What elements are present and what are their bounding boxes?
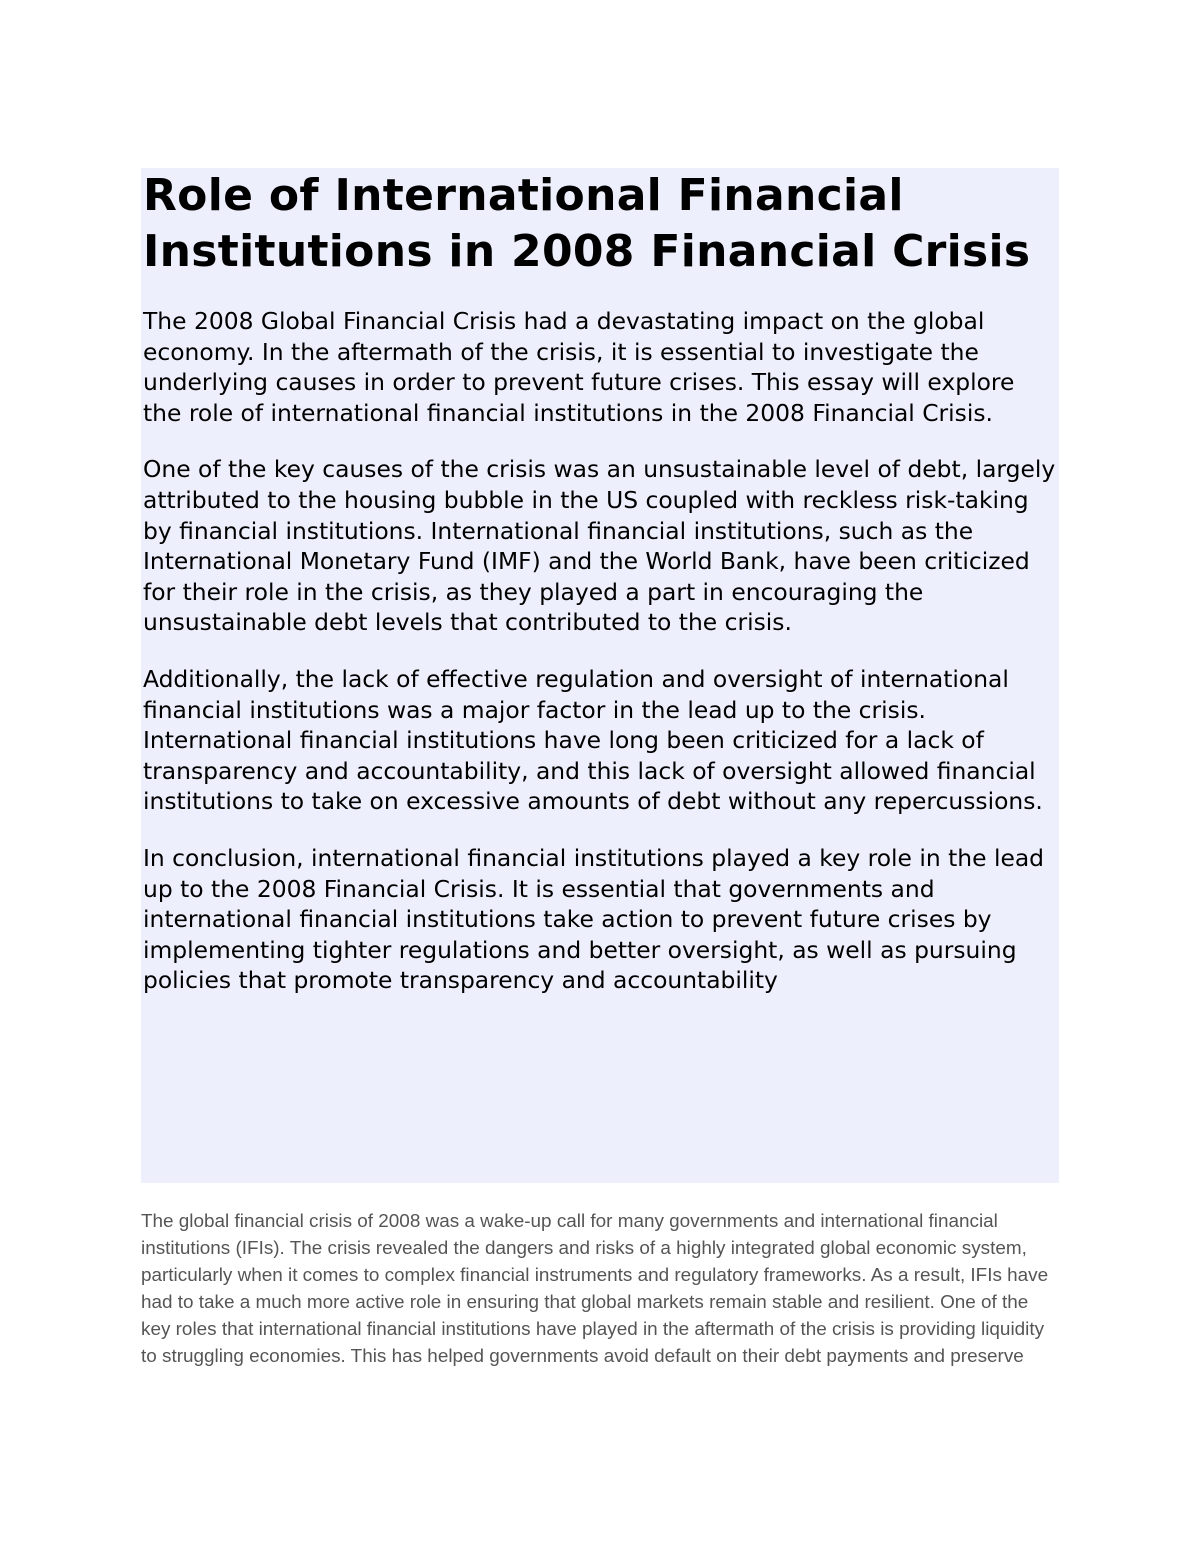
paragraph-regulation: Additionally, the lack of effective regulation and oversight of international financial institutions was a major factor in the lead up to the crisis. International financial institutions have long been criticized for a lack of transparency and accountability, and this lack of oversight allowed financial institutions to take on excessive amounts of debt without any repercussions. bbox=[143, 664, 1043, 816]
paragraph-tail: The global financial crisis of 2008 was a wake-up call for many governments and international financial institutions (IFIs). The crisis revealed the dangers and risks of a highly integrated global economic system, particularly when it comes to complex financial instruments and regulatory frameworks. As a result, IFIs have had to take a much more active role in ensuring that global markets remain stable and resilient. One of the key roles that international financial institutions have played in the aftermath of the crisis is providing liquidity to struggling economies. This has helped governments avoid default on their debt payments and preserve bbox=[141, 1211, 1049, 1367]
paragraph-causes: One of the key causes of the crisis was an unsustainable level of debt, largely attributed to the housing bubble in the US coupled with reckless risk-taking by financial institutions. International financial institutions, such as the International Monetary Fund (IMF) and the World Bank, have been criticized for their role in the crisis, as they played a part in encouraging the unsustainable debt levels that contributed to the crisis. bbox=[143, 455, 1056, 637]
paragraph-intro: The 2008 Global Financial Crisis had a devastating impact on the global economy. In the aftermath of the crisis, it is essential to investigate the underlying causes in order to prevent future crises. This essay will explore the role of international financial institutions in the 2008 Financial Crisis. bbox=[143, 307, 1015, 427]
secondary-text-block bbox=[141, 1208, 1056, 1370]
paragraph-conclusion: In conclusion, international financial institutions played a key role in the lead up to the 2008 Financial Crisis. It is essential that governments and international financial institutions take action to prevent future crises by implementing tighter regulations and better oversight, as well as pursuing policies that promote transparency and accountability bbox=[143, 843, 1045, 995]
highlighted-essay-block bbox=[141, 168, 1059, 1183]
document-title: Role of International Financial Institutions in 2008 Financial Crisis bbox=[143, 170, 1031, 277]
